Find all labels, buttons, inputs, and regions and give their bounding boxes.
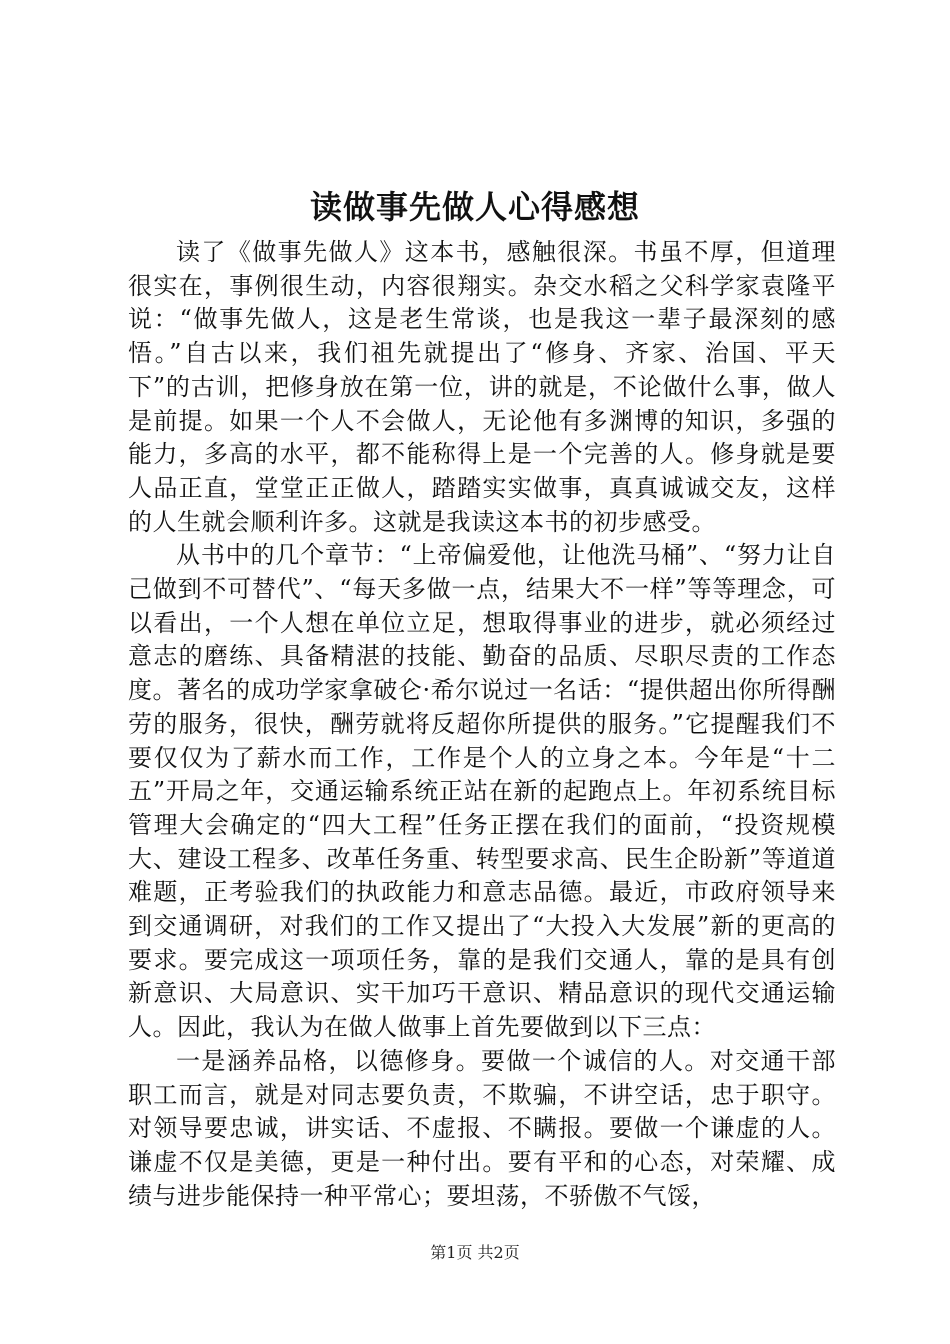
page-number-footer: 第1页 共2页 [430,1243,520,1262]
document-body [128,236,836,1213]
paragraph: 从书中的几个章节：“上帝偏爱他，让他洗马桶”、“努力让自己做到不可替代”、“每天多做一点，结果大不一样”等等理念，可以看出，一个人想在单位立足，想取得事业的进步，就必须经过意志的磨练、具备精湛的技能、勤奋的品质、尽职尽责的工作态度。著名的成功学家拿破仑·希尔说过一名话：“提供超出你所得酬劳的服务，很快，酬劳就将反超你所提供的服务。”它提醒我们不要仅仅为了薪水而工作，工作是个人的立身之本。今年是“十二五”开局之年，交通运输系统正站在新的起跑点上。年初系统目标管理大会确定的“四大工程”任务正摆在我们的面前，“投资规模大、建设工程多、改革任务重、转型要求高、民生企盼新”等道道难题，正考验我们的执政能力和意志品德。最近，市政府领导来到交通调研，对我们的工作又提出了“大投入大发展”新的更高的要求。要完成这一项项任务，靠的是我们交通人，靠的是具有创新意识、大局意识、实干加巧干意识、精品意识的现代交通运输人。因此，我认为在做人做事上首先要做到以下三点： [128,541,836,1042]
paragraph: 一是涵养品格，以德修身。要做一个诚信的人。对交通干部职工而言，就是对同志要负责，不欺骗，不讲空话，忠于职守。对领导要忠诚，讲实话、不虚报、不瞒报。要做一个谦虚的人。谦虚不仅是美德，更是一种付出。要有平和的心态，对荣耀、成绩与进步能保持一种平常心；要坦荡，不骄傲不气馁， [128,1046,836,1210]
document-title: 读做事先做人心得感想 [309,188,640,226]
paragraph: 读了《做事先做人》这本书，感触很深。书虽不厚，但道理很实在，事例很生动，内容很翔实。杂交水稻之父科学家袁隆平说：“做事先做人，这是老生常谈，也是我这一辈子最深刻的感悟。”自古以来，我们祖先就提出了“修身、齐家、治国、平天下”的古训，把修身放在第一位，讲的就是，不论做什么事，做人是前提。如果一个人不会做人，无论他有多渊博的知识，多强的能力，多高的水平，都不能称得上是一个完善的人。修身就是要人品正直，堂堂正正做人，踏踏实实做事，真真诚诚交友，这样的人生就会顺利许多。这就是我读这本书的初步感受。 [128,238,836,536]
